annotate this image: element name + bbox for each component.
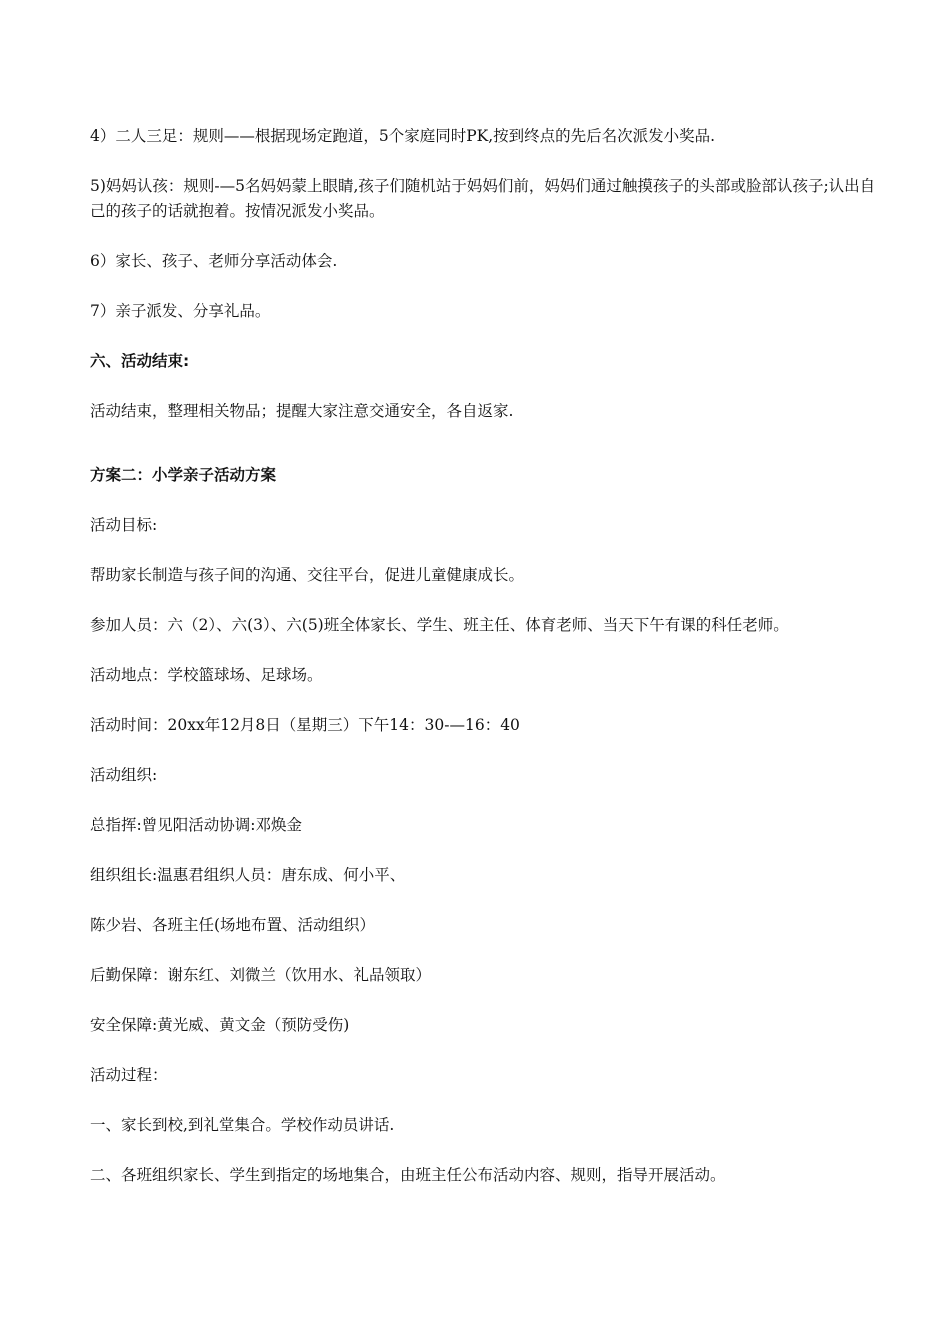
participants-text: 参加人员：六（2）、六(3）、六(5)班全体家长、学生、班主任、体育老师、当天下午有课的科任老师。 (90, 616, 789, 634)
organization-label: 活动组织: (90, 766, 158, 784)
game-rule-item-4: 4）二人三足：规则——根据现场定跑道，5个家庭同时PK,按到终点的先后名次派发小奖品. (90, 127, 716, 145)
commander-text: 总指挥:曾见阳活动协调:邓焕金 (90, 816, 302, 834)
time-text: 活动时间：20xx年12月8日（星期三）下午14：30-—16：40 (90, 716, 520, 734)
end-text: 活动结束，整理相关物品；提醒大家注意交通安全，各自返家. (90, 402, 514, 420)
logistics-text: 后勤保障：谢东红、刘微兰（饮用水、礼品领取） (90, 966, 432, 984)
safety-text: 安全保障:黄光威、黄文金（预防受伤) (90, 1016, 350, 1034)
process-label: 活动过程： (90, 1066, 168, 1084)
process-step-1: 一、家长到校,到礼堂集合。学校作动员讲话. (90, 1116, 395, 1134)
plan-two-title: 方案二：小学亲子活动方案 (90, 466, 277, 484)
process-step-2: 二、各班组织家长、学生到指定的场地集合，由班主任公布活动内容、规则，指导开展活动。 (90, 1166, 726, 1184)
activity-item-6: 6）家长、孩子、老师分享活动体会. (90, 252, 338, 270)
game-rule-item-5: 5)妈妈认孩：规则-—5名妈妈蒙上眼睛,孩子们随机站于妈妈们前，妈妈们通过触摸孩子的头部或脸部认孩子;认出自己的孩子的话就抱着。按情况派发小奖品。 (90, 177, 876, 220)
staff-text: 陈少岩、各班主任(场地布置、活动组织） (90, 916, 376, 934)
goal-label: 活动目标: (90, 516, 158, 534)
document-page (90, 124, 880, 1213)
activity-item-7: 7）亲子派发、分享礼品。 (90, 302, 271, 320)
group-leader-text: 组织组长:温惠君组织人员：唐东成、何小平、 (90, 866, 406, 884)
section-heading-end: 六、活动结束: (90, 352, 190, 370)
section-gap (90, 449, 880, 463)
location-text: 活动地点：学校篮球场、足球场。 (90, 666, 323, 684)
goal-text: 帮助家长制造与孩子间的沟通、交往平台，促进儿童健康成长。 (90, 566, 525, 584)
